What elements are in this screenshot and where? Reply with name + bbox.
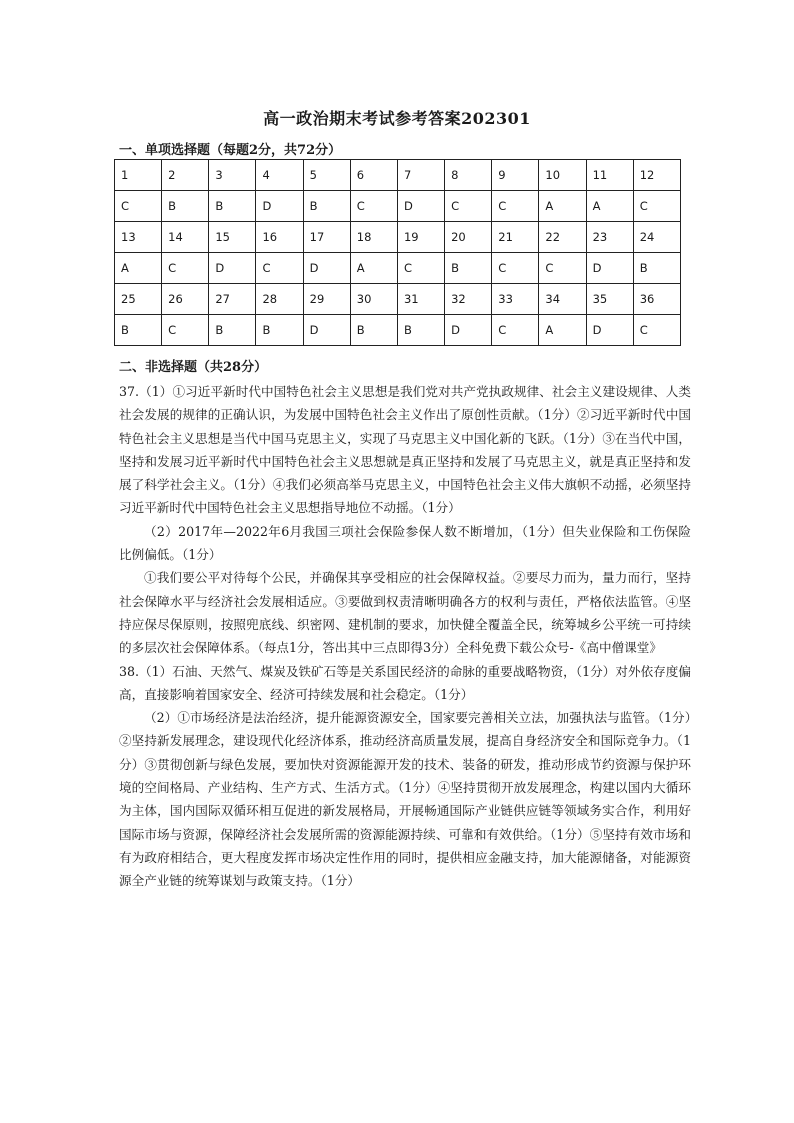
question-number-cell: 22: [539, 222, 586, 253]
question-number-cell: 15: [209, 222, 256, 253]
answer-cell: B: [397, 315, 444, 346]
answer-cell: B: [162, 191, 209, 222]
question-number-cell: 32: [445, 284, 492, 315]
answer-cell: B: [633, 253, 680, 284]
answer-paragraph: （2）①市场经济是法治经济，提升能源资源安全，国家要完善相关立法，加强执法与监管。（1分）②坚持新发展理念，建设现代化经济体系，推动经济高质量发展，提高自身经济安全和国际竞争力。（1分）③贯彻创新与绿色发展，要加快对资源能源开发的技术、装备的研发，推动形成节约资源与保护环境的空间格局、产业结构、生产方式、生活方式。（1分）④坚持贯彻开放发展理念，构建以国内大循环为主体，国内国际双循环相互促进的新发展格局，开展畅通国际产业链供应链等领域务实合作，利用好国际市场与资源，保障经济社会发展所需的资源能源持续、可靠和有效供给。（1分）⑤坚持有效市场和有为政府相结合，更大程度发挥市场决定性作用的同时，提供相应金融支持，加大能源储备，对能源资源全产业链的统筹谋划与政策支持。（1分）: [119, 710, 691, 889]
question-number-cell: 31: [397, 284, 444, 315]
answer-cell: B: [256, 315, 303, 346]
question-number-cell: 21: [492, 222, 539, 253]
answer-cell: D: [303, 253, 350, 284]
answer-cell: D: [256, 191, 303, 222]
answer-cell: D: [586, 315, 633, 346]
answer-cell: C: [445, 191, 492, 222]
answer-cell: A: [350, 253, 397, 284]
question-number-cell: 34: [539, 284, 586, 315]
section-heading-open-questions: 二、非选择题（共28分）: [119, 360, 268, 375]
question-number-row: [115, 222, 681, 253]
answer-cell: C: [162, 315, 209, 346]
question-number-cell: 2: [162, 160, 209, 191]
question-number-cell: 4: [256, 160, 303, 191]
question-number-cell: 1: [115, 160, 162, 191]
answer-cell: A: [115, 253, 162, 284]
question-number-cell: 13: [115, 222, 162, 253]
answer-cell: B: [115, 315, 162, 346]
question-number-cell: 17: [303, 222, 350, 253]
answer-cell: C: [115, 191, 162, 222]
question-number-cell: 28: [256, 284, 303, 315]
answer-paragraph: 37.（1）①习近平新时代中国特色社会主义思想是我们党对共产党执政规律、社会主义建设规律、人类社会发展的规律的正确认识，为发展中国特色社会主义作出了原创性贡献。（1分）②习近平新时代中国特色社会主义思想是当代中国马克思主义，实现了马克思主义中国化新的飞跃。（1分）③在当代中国，坚持和发展习近平新时代中国特色社会主义思想就是真正坚持和发展了马克思主义，就是真正坚持和发展了科学社会主义。（1分）④我们必须高举马克思主义，中国特色社会主义伟大旗帜不动摇，必须坚持习近平新时代中国特色社会主义思想指导地位不动摇。（1分）: [119, 384, 691, 516]
document-title: 高一政治期末考试参考答案202301: [263, 109, 531, 128]
answer-cell: B: [209, 191, 256, 222]
question-number-cell: 16: [256, 222, 303, 253]
answer-row: [115, 315, 681, 346]
answer-cell: A: [586, 191, 633, 222]
question-number-cell: 20: [445, 222, 492, 253]
answer-row: [115, 191, 681, 222]
question-number-cell: 19: [397, 222, 444, 253]
question-number-cell: 33: [492, 284, 539, 315]
answer-cell: C: [397, 253, 444, 284]
question-number-cell: 30: [350, 284, 397, 315]
answer-cell: C: [492, 315, 539, 346]
answer-cell: B: [445, 253, 492, 284]
answer-text-body: [119, 380, 691, 893]
answer-cell: B: [303, 191, 350, 222]
question-number-cell: 3: [209, 160, 256, 191]
answer-cell: C: [633, 315, 680, 346]
answer-table: [114, 159, 681, 346]
question-number-cell: 23: [586, 222, 633, 253]
answer-cell: D: [445, 315, 492, 346]
question-number-cell: 9: [492, 160, 539, 191]
answer-paragraph: ①我们要公平对待每个公民，并确保其享受相应的社会保障权益。②要尽力而为，量力而行，坚持社会保障水平与经济社会发展相适应。③要做到权责清晰明确各方的权利与责任，严格依法监管。④坚持应保尽保原则，按照兜底线、织密网、建机制的要求，加快健全覆盖全民，统筹城乡公平统一可持续的多层次社会保障体系。（每点1分，答出其中三点即得3分）全科免费下载公众号-《高中僧课堂》: [119, 570, 691, 656]
answer-cell: C: [256, 253, 303, 284]
question-number-cell: 25: [115, 284, 162, 315]
question-number-cell: 29: [303, 284, 350, 315]
question-number-cell: 35: [586, 284, 633, 315]
answer-paragraph: 38.（1）石油、天然气、煤炭及铁矿石等是关系国民经济的命脉的重要战略物资，（1分）对外依存度偏高，直接影响着国家安全、经济可持续发展和社会稳定。（1分）: [119, 663, 691, 702]
question-number-cell: 27: [209, 284, 256, 315]
question-number-cell: 8: [445, 160, 492, 191]
section-heading-multiple-choice: 一、单项选择题（每题2分，共72分）: [119, 143, 342, 158]
answer-row: [115, 253, 681, 284]
answer-cell: B: [350, 315, 397, 346]
question-number-cell: 6: [350, 160, 397, 191]
answer-cell: C: [633, 191, 680, 222]
answer-cell: A: [539, 315, 586, 346]
question-number-cell: 14: [162, 222, 209, 253]
question-number-cell: 7: [397, 160, 444, 191]
question-number-cell: 12: [633, 160, 680, 191]
question-number-cell: 18: [350, 222, 397, 253]
question-number-cell: 10: [539, 160, 586, 191]
question-number-cell: 26: [162, 284, 209, 315]
question-number-row: [115, 160, 681, 191]
answer-cell: D: [209, 253, 256, 284]
answer-cell: C: [350, 191, 397, 222]
answer-cell: D: [303, 315, 350, 346]
question-number-row: [115, 284, 681, 315]
question-number-cell: 5: [303, 160, 350, 191]
question-number-cell: 11: [586, 160, 633, 191]
question-number-cell: 24: [633, 222, 680, 253]
answer-paragraph: （2）2017年—2022年6月我国三项社会保险参保人数不断增加，（1分）但失业保险和工伤保险比例偏低。（1分）: [119, 523, 691, 563]
answer-cell: C: [492, 253, 539, 284]
answer-cell: C: [539, 253, 586, 284]
answer-cell: A: [539, 191, 586, 222]
answer-cell: B: [209, 315, 256, 346]
answer-cell: C: [162, 253, 209, 284]
answer-cell: D: [586, 253, 633, 284]
answer-cell: D: [397, 191, 444, 222]
question-number-cell: 36: [633, 284, 680, 315]
answer-cell: C: [492, 191, 539, 222]
